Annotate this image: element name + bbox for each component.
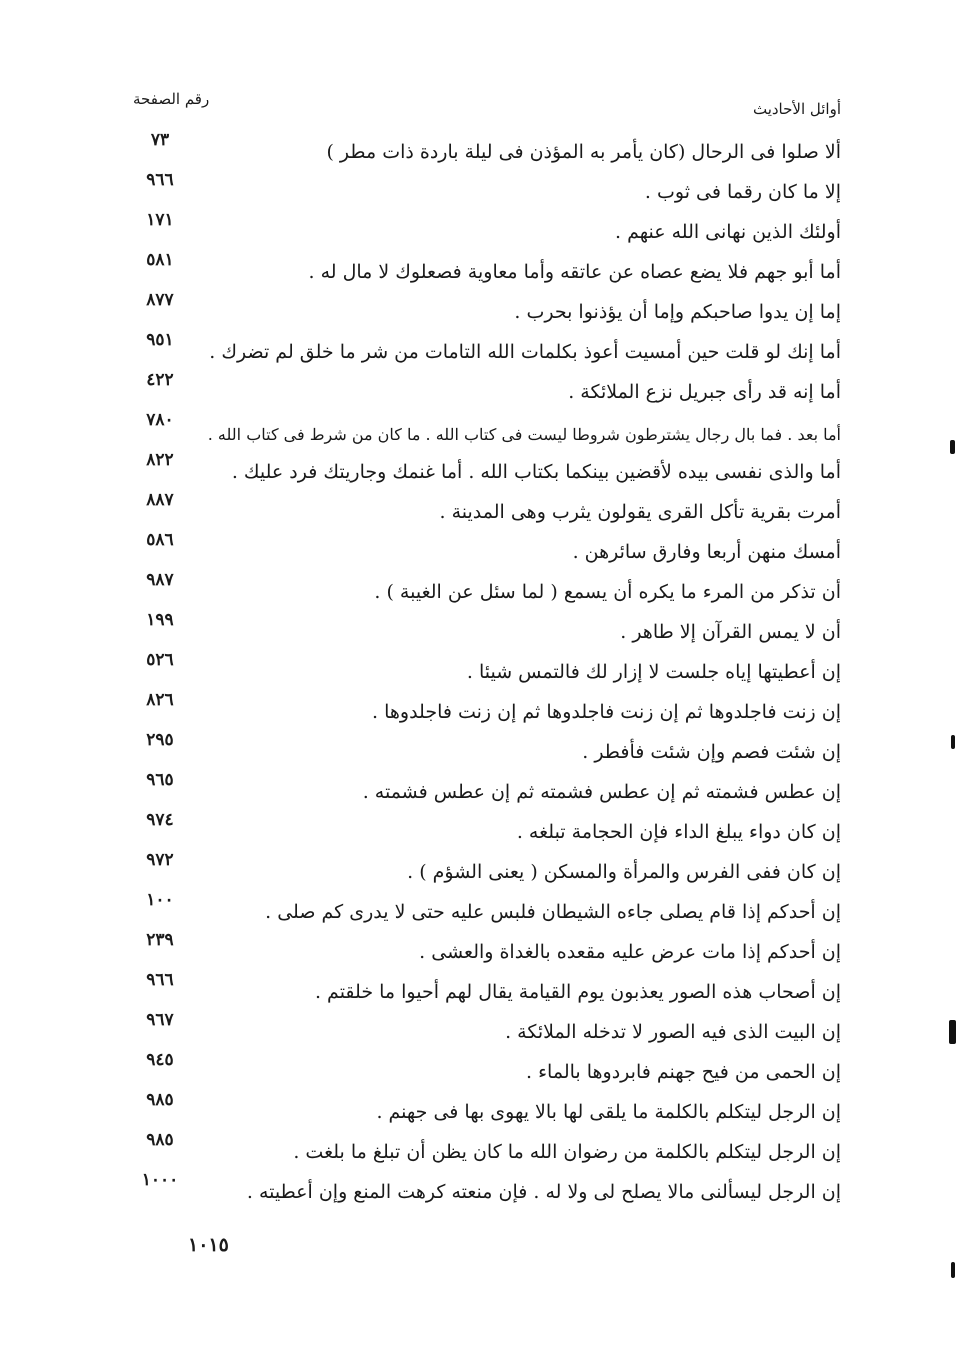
hadith-opening-text: إن الرجل ليتكلم بالكلمة من رضوان الله ما كان يظن أن تبلغ ما بلغت . [293, 1141, 841, 1164]
page-column-label: رقم الصفحة [133, 90, 210, 108]
index-entry [0, 686, 956, 726]
index-entry [0, 926, 956, 966]
page-reference: ٩٨٥ [146, 1130, 174, 1150]
index-entry [0, 886, 956, 926]
page-reference: ١٩٩ [146, 610, 174, 630]
index-entry [0, 526, 956, 566]
hadith-opening-text: إن أصحاب هذه الصور يعذبون يوم القيامة يقال لهم أحيوا ما خلقتم . [314, 981, 841, 1004]
page-reference: ٢٣٩ [146, 930, 174, 950]
page-reference: ٨٢٦ [146, 690, 174, 710]
scan-edge-mark [949, 1020, 956, 1044]
index-entry [0, 1006, 956, 1046]
index-entry [0, 166, 956, 206]
hadith-opening-text: أما والذى نفسى بيده لأقضين بينكما بكتاب الله . أما غنمك وجاريتك فرد عليك . [231, 461, 841, 484]
page-reference: ٩٥١ [146, 330, 174, 350]
page-reference: ٨٧٧ [146, 290, 174, 310]
page-reference: ٧٨٠ [146, 410, 174, 430]
hadith-opening-text: إن أعطيتها إياه جلست لا إزار لك فالتمس شيئا . [466, 661, 841, 684]
hadith-opening-text: أما إنك لو قلت حين أمسيت أعوذ بكلمات الله التامات من شر ما خلق لم تضرك . [209, 341, 841, 364]
page-reference: ٩٦٧ [146, 1010, 174, 1030]
index-entry [0, 1126, 956, 1166]
page-reference: ٤٢٢ [146, 370, 174, 390]
scan-edge-mark [951, 1262, 955, 1278]
hadith-opening-text: أن لا يمس القرآن إلا طاهر . [620, 621, 841, 644]
hadith-opening-text: أما أبو جهم فلا يضع عصاه عن عاتقه وأما معاوية فصعلوك لا مال له . [308, 261, 841, 284]
index-entry [0, 966, 956, 1006]
hadith-opening-text: أن تذكر من المرء ما يكره أن يسمع ( لما سئل عن الغيبة ) . [374, 581, 841, 604]
page-reference: ٢٩٥ [146, 730, 174, 750]
hadith-opening-text: إن زنت فاجلدوها ثم إن زنت فاجلدوها ثم إن زنت فاجلدوها . [372, 701, 841, 724]
hadith-opening-text: إن عطس فشمته ثم إن عطس فشمته ثم إن عطس فشمته . [362, 781, 841, 804]
hadith-opening-text: أمرت بقرية تأكل القرى يقولون يثرب وهى المدينة . [439, 501, 841, 524]
hadith-opening-text: ألا صلوا فى الرحال (كان يأمر به المؤذن فى ليلة باردة ذات مطر ) [326, 141, 841, 164]
section-title: أوائل الأحاديث [752, 100, 841, 118]
page-reference: ٧٣ [150, 130, 170, 150]
page-reference: ٨٨٧ [146, 490, 174, 510]
index-entry [0, 246, 956, 286]
index-entry [0, 446, 956, 486]
hadith-opening-text: أولئك الذين نهانى الله عنهم . [615, 221, 841, 244]
page-reference: ٩٧٤ [146, 810, 174, 830]
index-entry [0, 366, 956, 406]
hadith-opening-text: أما إنه قد رأى جبريل نزع الملائكة . [568, 381, 841, 404]
page-reference: ٥٢٦ [146, 650, 174, 670]
index-entry [0, 286, 956, 326]
hadith-opening-text: إن الرجل ليتكلم بالكلمة ما يلقى لها بالا يهوى بها فى جهنم . [376, 1101, 841, 1124]
page-reference: ٥٨١ [146, 250, 174, 270]
index-entry [0, 566, 956, 606]
index-entry [0, 1046, 956, 1086]
page-reference: ٨٢٢ [146, 450, 174, 470]
hadith-opening-text: إلا ما كان رقما فى ثوب . [644, 181, 841, 204]
scan-edge-mark [951, 735, 955, 749]
scan-edge-mark [950, 440, 955, 454]
hadith-opening-text: إما إن يدوا صاحبكم وإما أن يؤذنوا بحرب . [514, 301, 841, 324]
index-entry [0, 486, 956, 526]
index-entry [0, 646, 956, 686]
index-entry [0, 206, 956, 246]
index-entry [0, 1086, 956, 1126]
hadith-opening-text: إن البيت الذى فيه الصور لا تدخله الملائكة . [505, 1021, 841, 1044]
page-number: ١٠١٥ [188, 1234, 229, 1256]
index-entry [0, 326, 956, 366]
page-reference: ٩٨٥ [146, 1090, 174, 1110]
index-entry [0, 846, 956, 886]
hadith-opening-text: إن الحمى من فيح جهنم فابردوها بالماء . [526, 1061, 841, 1084]
index-entry [0, 806, 956, 846]
page-reference: ٩٦٥ [146, 770, 174, 790]
index-entry [0, 606, 956, 646]
page-reference: ٩٦٦ [146, 970, 174, 990]
page-reference: ٩٤٥ [146, 1050, 174, 1070]
page-reference: ٩٦٦ [146, 170, 174, 190]
hadith-opening-text: إن الرجل ليسألنى مالا يصلح لى ولا له . فإن منعته كرهت المنع وإن أعطيته . [246, 1181, 841, 1204]
page-reference: ٩٨٧ [146, 570, 174, 590]
index-entry [0, 1166, 956, 1206]
index-entry [0, 406, 956, 446]
page-reference: ٩٧٢ [146, 850, 174, 870]
index-entry [0, 126, 956, 166]
page-reference: ١٠٠ [146, 890, 174, 910]
hadith-opening-text: أما بعد . فما بال رجال يشترطون شروطا ليست فى كتاب الله . ما كان من شرط فى كتاب الله . [207, 424, 841, 444]
page-reference: ٥٨٦ [146, 530, 174, 550]
index-entry [0, 726, 956, 766]
page-reference: ١٠٠٠ [141, 1170, 179, 1190]
hadith-opening-text: أمسك منهن أربعا وفارق سائرهن . [572, 541, 841, 564]
hadith-opening-text: إن أحدكم إذا مات عرض عليه مقعده بالغداة والعشى . [419, 941, 841, 964]
hadith-opening-text: إن شئت فصم وإن شئت فأفطر . [582, 741, 841, 764]
index-entry [0, 766, 956, 806]
hadith-opening-text: إن كان دواء يبلغ الداء فإن الحجامة تبلغه . [516, 821, 841, 844]
hadith-opening-text: إن أحدكم إذا قام يصلى جاءه الشيطان فلبس عليه حتى لا يدرى كم صلى . [265, 901, 841, 924]
hadith-opening-text: إن كان ففى الفرس والمرأة والمسكن ( يعنى الشؤم ) . [407, 861, 841, 884]
page-reference: ١٧١ [146, 210, 174, 230]
